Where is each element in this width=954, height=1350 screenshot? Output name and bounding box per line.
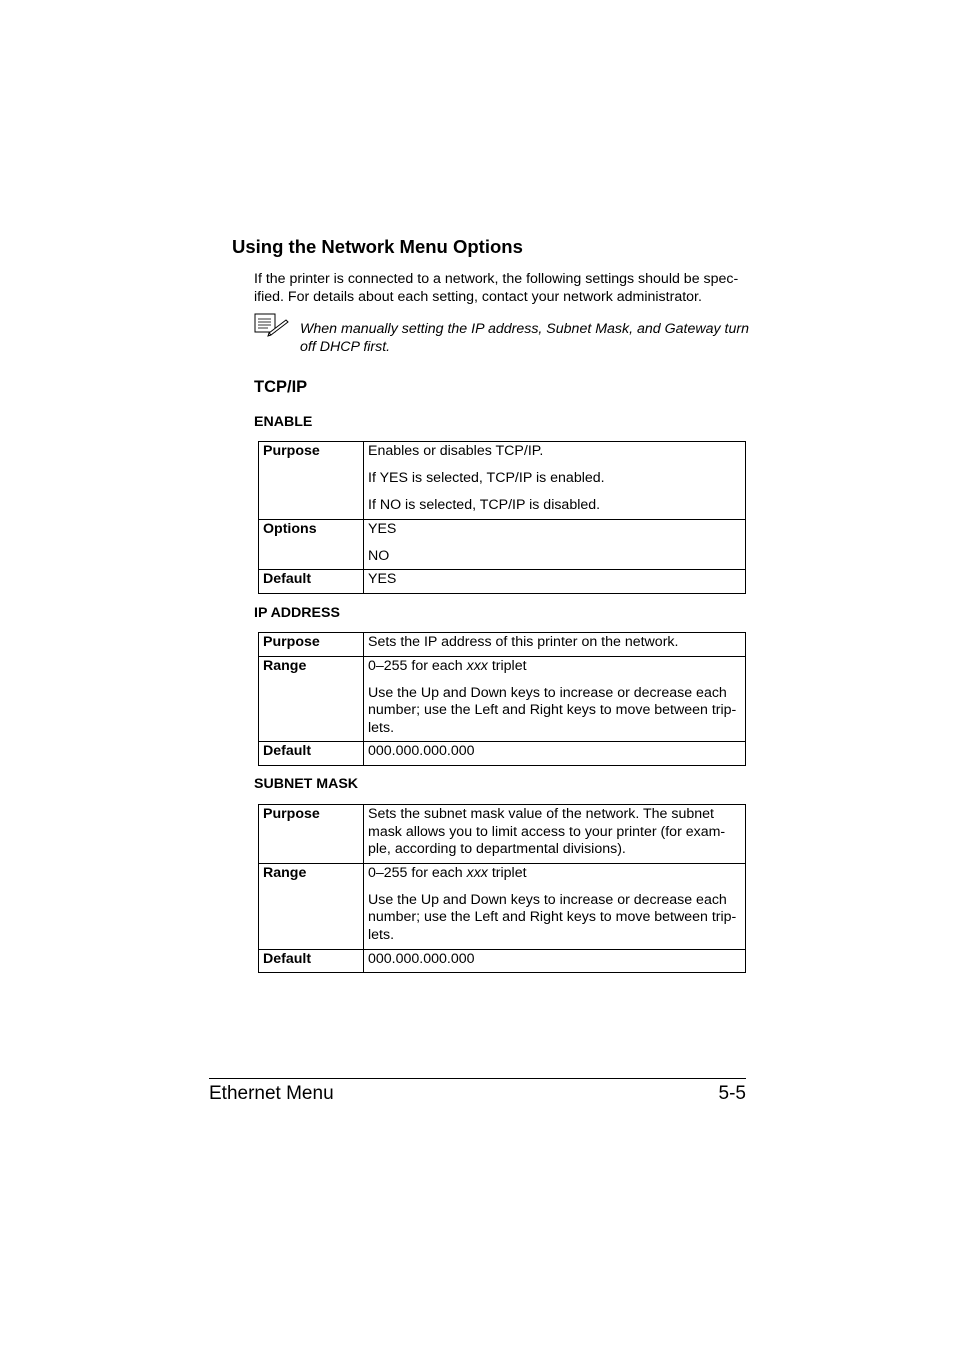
- footer-page-number: 5-5: [718, 1083, 746, 1104]
- table-row: [259, 570, 746, 594]
- purpose-label: Purpose: [259, 442, 364, 520]
- range-help: Use the Up and Down keys to increase or decrease each number; use the Left and Right keys to move between trip-lets.: [368, 891, 737, 944]
- options-label: Options: [259, 519, 364, 570]
- range-value: [364, 656, 746, 742]
- range-suffix: triplet: [487, 864, 527, 881]
- table-row: [259, 519, 746, 570]
- range-value: [364, 863, 746, 949]
- purpose-value: Sets the IP address of this printer on the network.: [364, 633, 746, 657]
- range-line: [368, 865, 741, 883]
- ip-address-table: [258, 632, 746, 766]
- range-variable: xxx: [466, 864, 488, 881]
- table-row: [259, 949, 746, 973]
- ip-address-heading: IP ADDRESS: [254, 605, 340, 621]
- table-row: [259, 742, 746, 766]
- default-label: Default: [259, 949, 364, 973]
- purpose-line: Enables or disables TCP/IP.: [368, 443, 544, 459]
- table-row: [259, 656, 746, 742]
- purpose-line: If NO is selected, TCP/IP is disabled.: [368, 497, 601, 514]
- purpose-label: Purpose: [259, 633, 364, 657]
- table-row: [259, 805, 746, 864]
- enable-heading: ENABLE: [254, 414, 313, 430]
- note-text: When manually setting the IP address, Subnet Mask, and Gateway turn off DHCP first.: [300, 321, 749, 355]
- table-row: [259, 442, 746, 520]
- subnet-mask-heading: SUBNET MASK: [254, 776, 359, 792]
- section-title: Using the Network Menu Options: [232, 236, 523, 257]
- range-help: Use the Up and Down keys to increase or decrease each number; use the Left and Right keys to move between trip-lets.: [368, 684, 737, 736]
- purpose-value: [364, 442, 746, 520]
- table-row: [259, 863, 746, 949]
- footer-chapter: Ethernet Menu: [209, 1083, 334, 1104]
- option-line: NO: [368, 547, 390, 564]
- default-value: YES: [364, 570, 746, 594]
- table-row: [259, 633, 746, 657]
- options-value: [364, 519, 746, 570]
- default-label: Default: [259, 570, 364, 594]
- range-label: Range: [259, 656, 364, 742]
- default-value: 000.000.000.000: [364, 949, 746, 973]
- enable-table: [258, 441, 746, 594]
- default-label: Default: [259, 742, 364, 766]
- range-label: Range: [259, 863, 364, 949]
- range-prefix: 0–255 for each: [368, 657, 467, 674]
- option-line: YES: [368, 520, 397, 537]
- range-prefix: 0–255 for each: [368, 864, 467, 881]
- tcpip-heading: TCP/IP: [254, 378, 308, 396]
- range-suffix: triplet: [487, 657, 527, 674]
- purpose-label: Purpose: [259, 805, 364, 864]
- default-value: 000.000.000.000: [364, 742, 746, 766]
- subnet-mask-table: [258, 804, 746, 973]
- purpose-line: If YES is selected, TCP/IP is enabled.: [368, 470, 605, 487]
- note-pencil-icon: [254, 313, 290, 337]
- footer-divider: [209, 1078, 746, 1079]
- range-variable: xxx: [466, 657, 488, 674]
- range-line: [368, 658, 741, 676]
- intro-paragraph: If the printer is connected to a network, the following settings should be spec-ified. For details about each setting, contact your network administrator.: [254, 271, 739, 305]
- purpose-value: Sets the subnet mask value of the network. The subnet mask allows you to limit access to your printer (for exam-ple, according to departmental divisions).: [364, 805, 746, 864]
